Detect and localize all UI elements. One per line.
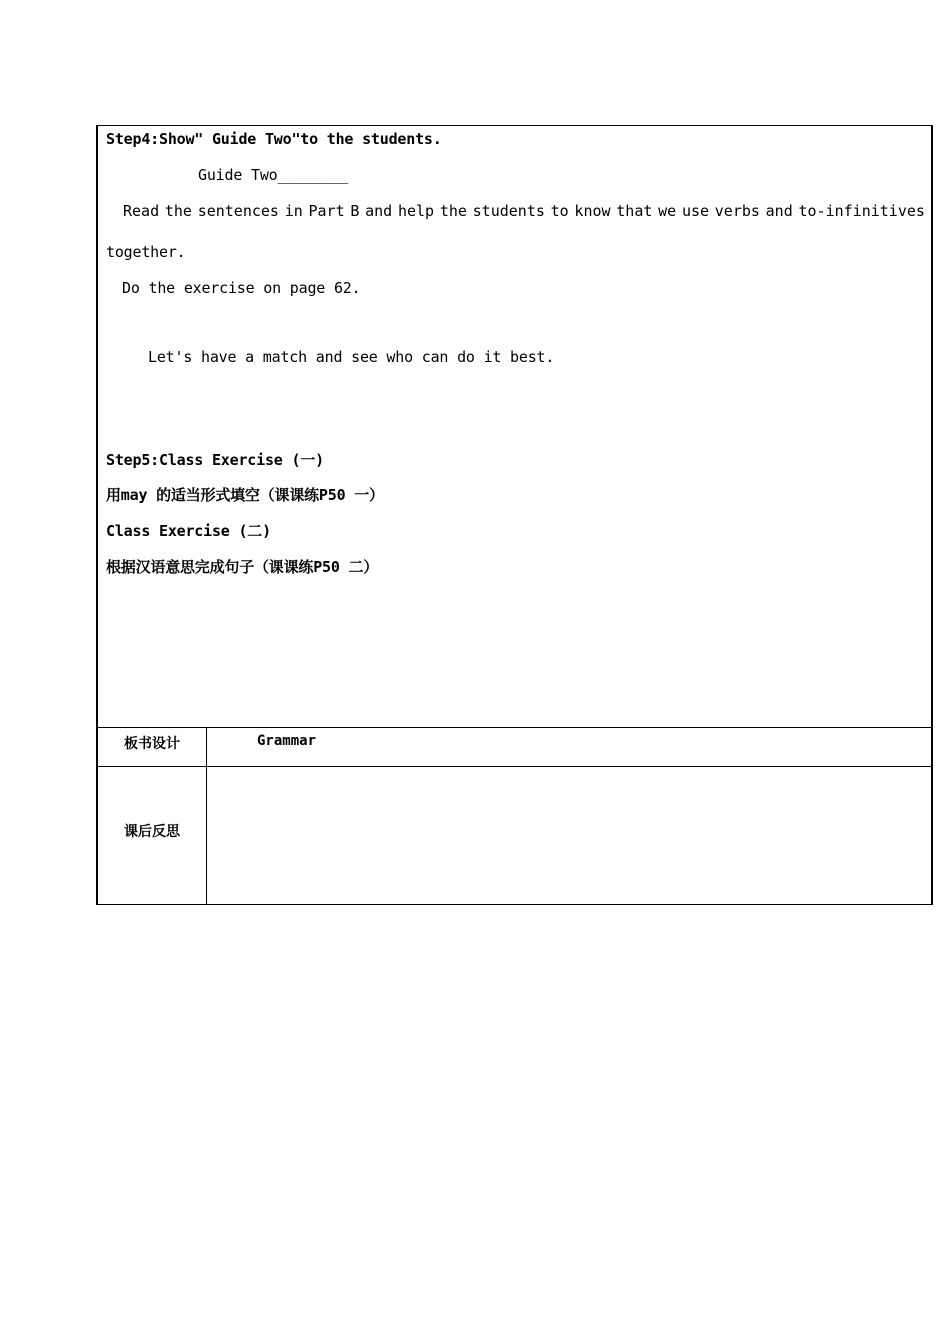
read-line-word: know	[574, 202, 611, 220]
read-line-word: the	[439, 202, 467, 220]
board-design-label: 板书设计	[124, 736, 180, 752]
reflection-label: 课后反思	[124, 824, 180, 840]
read-line-word: and	[765, 202, 793, 220]
exercise-instruction: Do the exercise on page 62.	[122, 279, 361, 297]
step5-line-may: 用may 的适当形式填空（课课练P50 一）	[106, 486, 384, 504]
read-line-word: that	[616, 202, 653, 220]
read-line-word: use	[681, 202, 710, 220]
read-line-word: the	[164, 202, 192, 220]
read-sentences-line	[123, 202, 925, 220]
row-divider-reflection	[98, 766, 931, 767]
step5-title: Step5:Class Exercise (一)	[106, 451, 324, 469]
lesson-plan-table	[96, 125, 933, 905]
guide-two-heading: Guide Two________	[198, 166, 349, 184]
step4-title: Step4:Show" Guide Two"to the students.	[106, 130, 442, 148]
match-instruction: Let's have a match and see who can do it best.	[148, 348, 555, 366]
read-line-word: Read	[123, 202, 160, 220]
board-design-value: Grammar	[257, 733, 317, 749]
read-line-word: in	[284, 202, 303, 220]
read-line-word: sentences	[197, 202, 279, 220]
step5-line-translate: 根据汉语意思完成句子（课课练P50 二）	[106, 558, 379, 576]
read-sentences-continuation: together.	[106, 243, 186, 261]
column-divider	[206, 727, 207, 904]
read-line-word: B	[350, 202, 360, 220]
row-divider-board	[98, 727, 931, 728]
read-line-word: to	[550, 202, 569, 220]
read-line-word: students	[472, 202, 545, 220]
step5-class-exercise-two: Class Exercise (二)	[106, 522, 271, 540]
read-line-word: to-infinitives	[798, 202, 925, 220]
read-line-word: help	[397, 202, 435, 220]
read-line-word: and	[365, 202, 393, 220]
read-line-word: we	[658, 202, 677, 220]
read-line-word: Part	[308, 202, 345, 220]
read-line-word: verbs	[714, 202, 760, 220]
teaching-steps-cell	[98, 126, 931, 728]
